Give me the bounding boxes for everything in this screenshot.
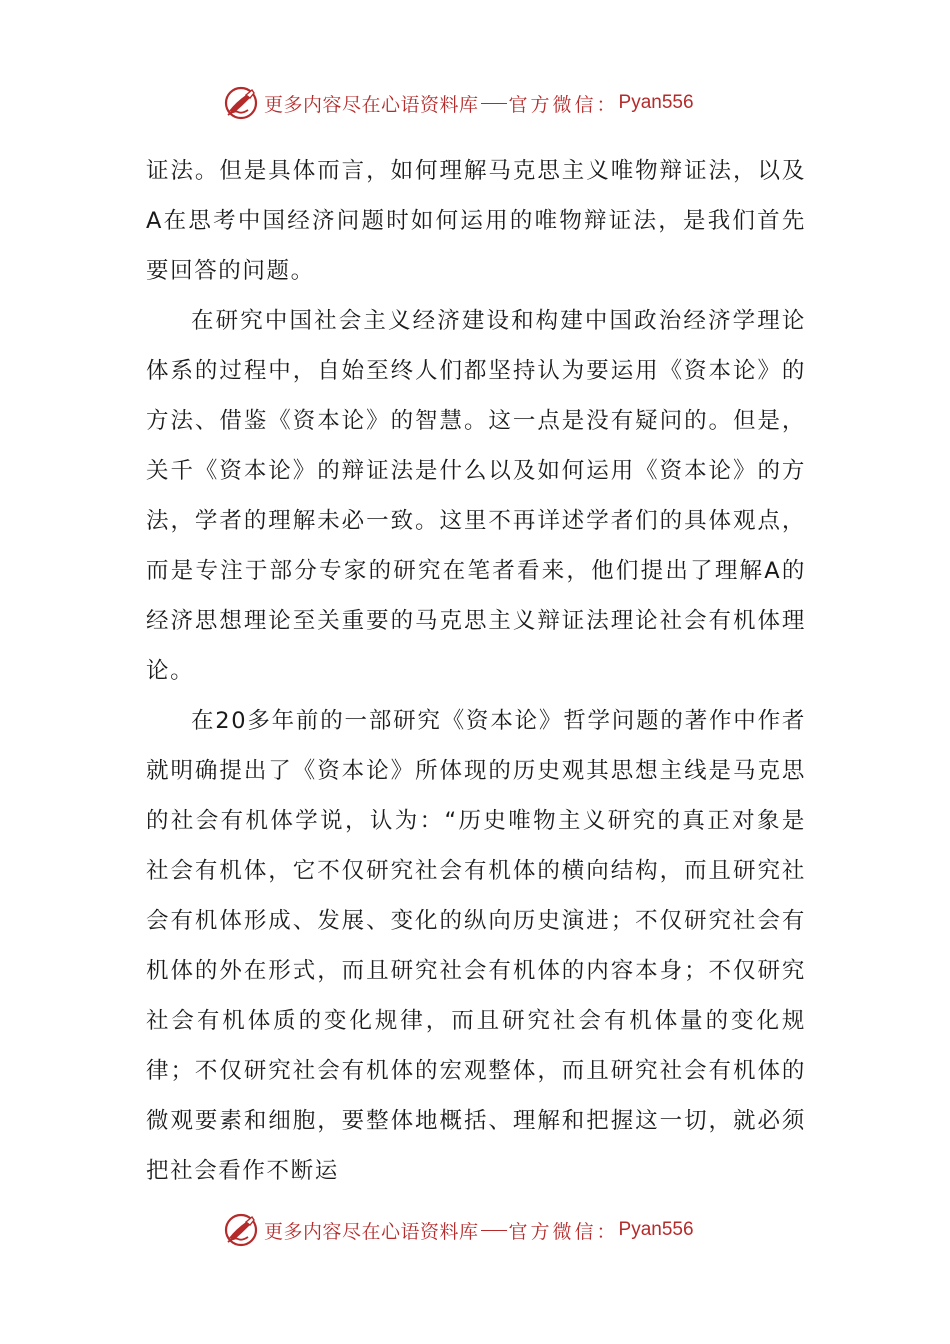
pen-logo-icon	[224, 1213, 258, 1247]
watermark-wechat-id: Pyan556	[618, 92, 694, 113]
watermark-site-text: 更多内容尽在心语资料库	[264, 93, 479, 116]
watermark-site-text: 更多内容尽在心语资料库	[264, 1220, 479, 1243]
watermark-wechat-label: 官方微信：	[508, 1220, 619, 1243]
header-watermark-banner	[224, 86, 694, 120]
document-body	[146, 146, 806, 1196]
watermark-dash	[481, 103, 507, 104]
footer-watermark-banner	[224, 1213, 694, 1247]
paragraph-3: 在20多年前的一部研究《资本论》哲学问题的著作中作者就明确提出了《资本论》所体现的历史观其思想主线是马克思的社会有机体学说，认为：“历史唯物主义研究的真正对象是社会有机体，它不仅研究社会有机体的横向结构，而且研究社会有机体形成、发展、变化的纵向历史演进；不仅研究社会有机体的外在形式，而且研究社会有机体的内容本身；不仅研究社会有机体质的变化规律，而且研究社会有机体量的变化规律；不仅研究社会有机体的宏观整体，而且研究社会有机体的微观要素和细胞，要整体地概括、理解和把握这一切，就必须把社会看作不断运	[146, 708, 806, 1184]
watermark-wechat-label: 官方微信：	[508, 93, 619, 116]
paragraph-1: 证法。但是具体而言，如何理解马克思主义唯物辩证法，以及A在思考中国经济问题时如何运用的唯物辩证法，是我们首先要回答的问题。	[146, 158, 806, 284]
paragraph-2: 在研究中国社会主义经济建设和构建中国政治经济学理论体系的过程中，自始至终人们都坚持认为要运用《资本论》的方法、借鉴《资本论》的智慧。这一点是没有疑问的。但是，关千《资本论》的辩证法是什么以及如何运用《资本论》的方法，学者的理解未必一致。这里不再详述学者们的具体观点，而是专注于部分专家的研究在笔者看来，他们提出了理解A的经济思想理论至关重要的马克思主义辩证法理论社会有机体理论。	[146, 308, 806, 684]
watermark-dash	[481, 1230, 507, 1231]
pen-logo-icon	[224, 86, 258, 120]
watermark-wechat-id: Pyan556	[618, 1219, 694, 1240]
